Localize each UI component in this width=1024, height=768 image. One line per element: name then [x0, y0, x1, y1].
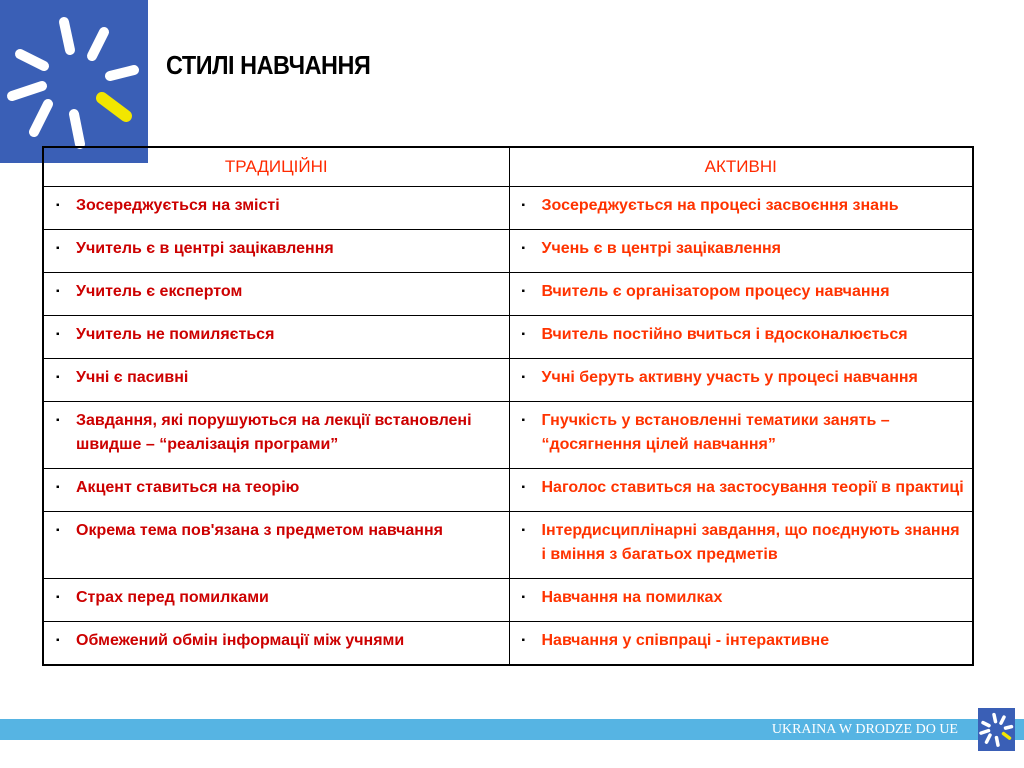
square-bullet-icon: ▪	[56, 482, 60, 493]
cell-text: Обмежений обмін інформації між учнями	[76, 632, 405, 649]
cell-text: Страх перед помилками	[76, 589, 269, 606]
square-bullet-icon: ▪	[56, 200, 60, 211]
cell-text: Гнучкість у встановленні тематики занять – “досягнення цілей навчання”	[541, 412, 890, 453]
cell-text: Інтердисциплінарні завдання, що поєднують знання і вміння з багатьох предметів	[541, 522, 960, 563]
cell-text: Учні беруть активну участь у процесі навчання	[541, 369, 918, 386]
sun-burst-small-icon	[978, 708, 1015, 751]
square-bullet-icon: ▪	[56, 635, 60, 646]
cell-text: Окрема тема пов'язана з предметом навчання	[76, 522, 443, 539]
traditional-cell	[43, 469, 509, 512]
table-row	[43, 622, 973, 666]
active-cell	[509, 469, 973, 512]
square-bullet-icon: ▪	[521, 482, 526, 493]
sun-burst-logo-icon	[0, 0, 148, 163]
traditional-cell	[43, 512, 509, 579]
square-bullet-icon: ▪	[56, 243, 60, 254]
square-bullet-icon: ▪	[521, 592, 526, 603]
cell-text: Акцент ставиться на теорію	[76, 479, 300, 496]
cell-text: Зосереджується на процесі засвоєння знань	[541, 197, 899, 214]
traditional-cell	[43, 359, 509, 402]
square-bullet-icon: ▪	[521, 243, 526, 254]
traditional-cell	[43, 579, 509, 622]
footer-text: UKRAINA W DRODZE DO UE	[771, 722, 958, 737]
cell-text: Завдання, які порушуються на лекції встановлені швидше – “реалізація програми”	[76, 412, 472, 453]
cell-text: Учитель є в центрі зацікавлення	[76, 240, 334, 257]
square-bullet-icon: ▪	[56, 525, 60, 536]
square-bullet-icon: ▪	[56, 286, 60, 297]
square-bullet-icon: ▪	[521, 200, 526, 211]
cell-text: Навчання у співпраці - інтерактивне	[541, 632, 830, 649]
cell-text: Зосереджується на змісті	[76, 197, 280, 214]
active-cell	[509, 316, 973, 359]
square-bullet-icon: ▪	[521, 415, 526, 426]
square-bullet-icon: ▪	[56, 329, 60, 340]
active-cell	[509, 402, 973, 469]
square-bullet-icon: ▪	[521, 329, 526, 340]
comparison-table	[42, 146, 974, 666]
cell-text: Наголос ставиться на застосування теорії в практиці	[541, 479, 964, 496]
logo	[0, 0, 148, 163]
square-bullet-icon: ▪	[521, 372, 526, 383]
active-cell	[509, 273, 973, 316]
active-cell	[509, 230, 973, 273]
cell-text: Учень є в центрі зацікавлення	[541, 240, 782, 257]
active-cell	[509, 622, 973, 666]
table-row	[43, 402, 973, 469]
table-header-row	[43, 147, 973, 187]
active-cell	[509, 187, 973, 230]
square-bullet-icon: ▪	[56, 372, 60, 383]
active-cell	[509, 512, 973, 579]
cell-text: Вчитель постійно вчиться і вдосконалюється	[541, 326, 908, 343]
cell-text: Вчитель є організатором процесу навчання	[541, 283, 890, 300]
square-bullet-icon: ▪	[521, 635, 526, 646]
traditional-cell	[43, 187, 509, 230]
table-row	[43, 273, 973, 316]
header-active: АКТИВНІ	[509, 147, 973, 187]
table-row	[43, 187, 973, 230]
square-bullet-icon: ▪	[521, 525, 526, 536]
table-row	[43, 512, 973, 579]
traditional-cell	[43, 402, 509, 469]
traditional-cell	[43, 273, 509, 316]
table-row	[43, 359, 973, 402]
cell-text: Навчання на помилках	[541, 589, 723, 606]
traditional-cell	[43, 622, 509, 666]
active-cell	[509, 359, 973, 402]
table-row	[43, 579, 973, 622]
cell-text: Учитель є експертом	[76, 283, 243, 300]
page-title: СТИЛІ НАВЧАННЯ	[166, 50, 371, 80]
square-bullet-icon: ▪	[56, 592, 60, 603]
table-row	[43, 230, 973, 273]
traditional-cell	[43, 316, 509, 359]
active-cell	[509, 579, 973, 622]
cell-text: Учитель не помиляється	[76, 326, 275, 343]
table-body	[43, 187, 973, 666]
table-row	[43, 469, 973, 512]
square-bullet-icon: ▪	[56, 415, 60, 426]
traditional-cell	[43, 230, 509, 273]
header-traditional: ТРАДИЦІЙНІ	[43, 147, 509, 187]
comparison-table-container	[42, 146, 972, 666]
cell-text: Учні є пасивні	[76, 369, 189, 386]
footer-logo	[978, 708, 1015, 751]
table-row	[43, 316, 973, 359]
square-bullet-icon: ▪	[521, 286, 526, 297]
